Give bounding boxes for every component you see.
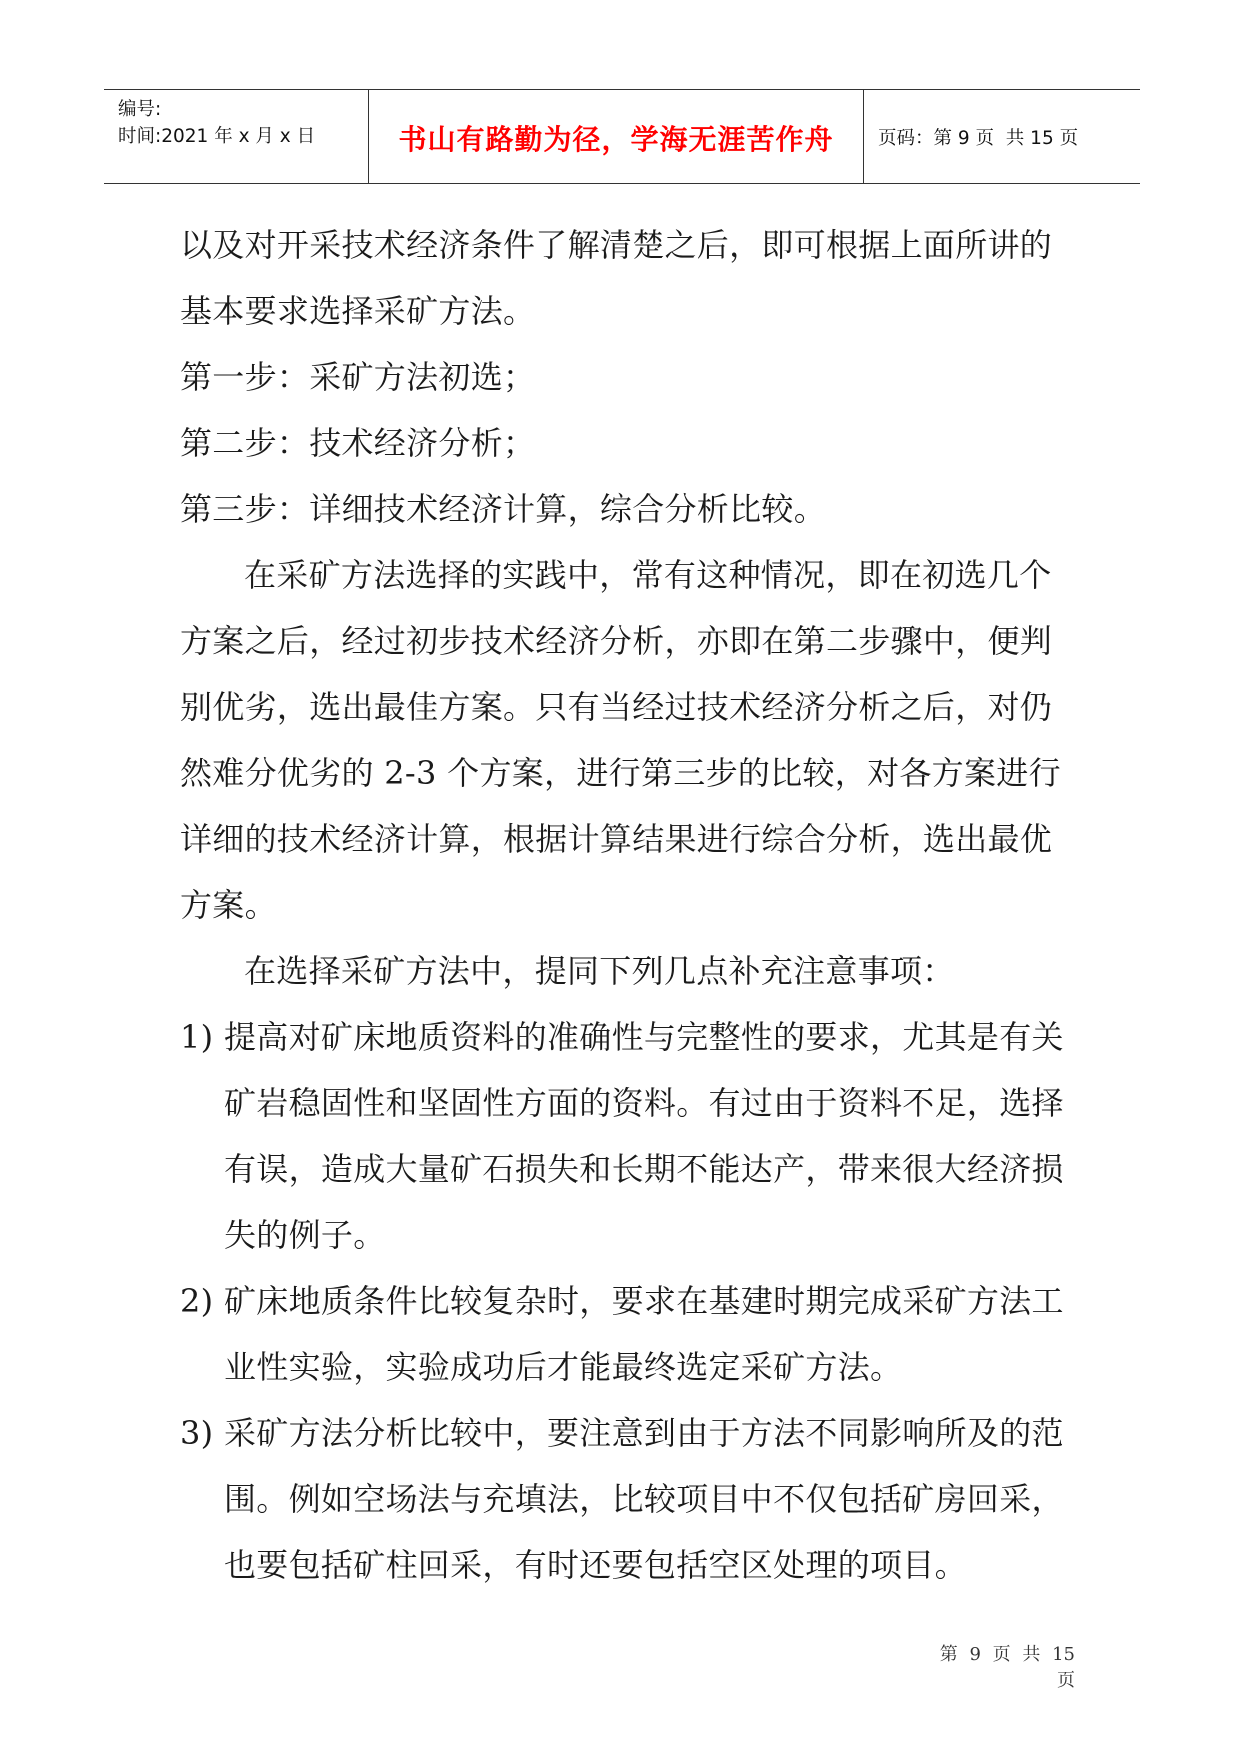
intro-paragraph: 以及对开采技术经济条件了解清楚之后，即可根据上面所讲的基本要求选择采矿方法。 <box>180 226 1053 330</box>
note-item-3 <box>180 1400 1080 1598</box>
note-text: 矿床地质条件比较复杂时，要求在基建时期完成采矿方法工业性实验，实验成功后才能最终选定采矿方法。 <box>224 1282 1064 1386</box>
note-number: 1) <box>180 1018 214 1056</box>
selection-practice-paragraph: 在采矿方法选择的实践中，常有这种情况，即在初选几个方案之后，经过初步技术经济分析，亦即在第二步骤中，便判别优劣，选出最佳方案。只有当经过技术经济分析之后，对仍然难分优劣的 2-3 个方案，进行第三步的比较，对各方案进行详细的技术经济计算，根据计算结果进行综合分析，选出最优方案。 <box>180 556 1061 924</box>
note-item-1 <box>180 1004 1080 1268</box>
header-motto: 书山有路勤为径，学海无涯苦作舟 <box>369 90 864 183</box>
note-text: 采矿方法分析比较中，要注意到由于方法不同影响所及的范围。例如空场法与充填法，比较项目中不仅包括矿房回采，也要包括矿柱回采，有时还要包括空区处理的项目。 <box>224 1414 1064 1584</box>
header-page-info: 页码：第 9 页 共 15 页 <box>878 127 1079 149</box>
note-number: 3) <box>180 1414 214 1452</box>
document-body <box>180 212 1080 1598</box>
step-1: 第一步：采矿方法初选； <box>180 358 536 396</box>
note-item-2 <box>180 1268 1080 1400</box>
page-header <box>104 89 1140 184</box>
step-3: 第三步：详细技术经济计算，综合分析比较。 <box>180 490 827 528</box>
note-text: 提高对矿床地质资料的准确性与完整性的要求，尤其是有关矿岩稳固性和坚固性方面的资料。有过由于资料不足，选择有误，造成大量矿石损失和长期不能达产，带来很大经济损失的例子。 <box>224 1018 1064 1254</box>
time-label: 时间:2021 年 x 月 x 日 <box>118 126 316 147</box>
note-number: 2) <box>180 1282 214 1320</box>
header-meta <box>104 90 369 183</box>
page-footer: 第 9 页 共 15 页 <box>939 1644 1075 1691</box>
number-label: 编号: <box>118 99 162 120</box>
step-2: 第二步：技术经济分析； <box>180 424 536 462</box>
notes-intro-paragraph: 在选择采矿方法中，提同下列几点补充注意事项： <box>244 952 955 990</box>
